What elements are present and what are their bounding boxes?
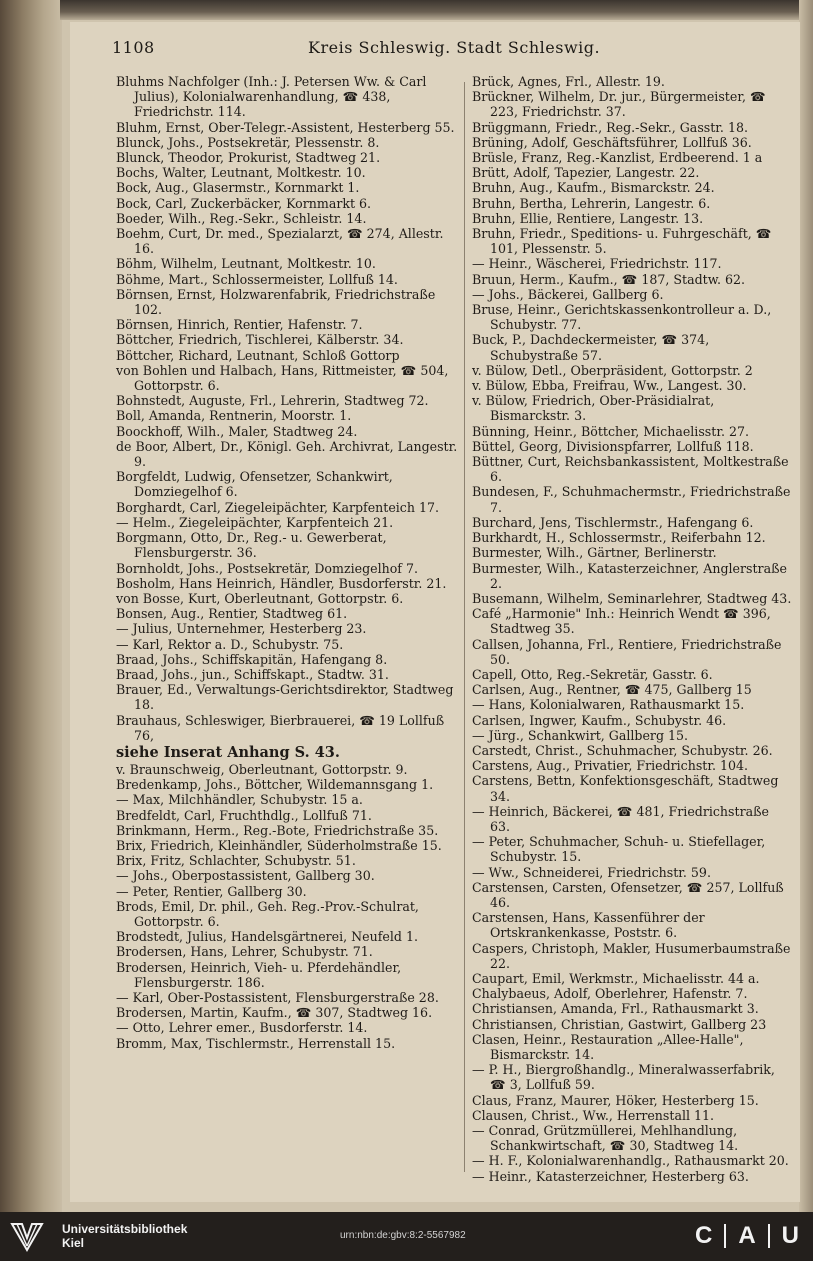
library-name-line1: Universitätsbibliothek: [62, 1222, 188, 1236]
column-divider: [464, 82, 465, 1172]
urn-identifier: urn:nbn:de:gbv:8:2-5567982: [340, 1230, 466, 1241]
library-name[interactable]: [62, 1222, 187, 1250]
directory-entry: Chalybaeus, Adolf, Oberlehrer, Hafenstr. 7.: [472, 986, 748, 1002]
directory-entry: Carlsen, Aug., Rentner, ☎ 475, Gallberg 15: [472, 682, 752, 698]
directory-entry: Börnsen, Ernst, Holzwarenfabrik, Friedrichstraße 102.: [116, 286, 436, 318]
directory-entry: Carlsen, Ingwer, Kaufm., Schubystr. 46.: [472, 712, 727, 728]
directory-entry: Boll, Amanda, Rentnerin, Moorstr. 1.: [116, 408, 352, 424]
directory-entry: Carstensen, Carsten, Ofensetzer, ☎ 257, Lollfuß 46.: [472, 879, 784, 910]
directory-entry: Bock, Aug., Glasermstr., Kornmarkt 1.: [116, 180, 360, 196]
directory-entry: Brodersen, Hans, Lehrer, Schubystr. 71.: [116, 944, 373, 960]
directory-entry: Brütt, Adolf, Tapezier, Langestr. 22.: [472, 165, 700, 181]
directory-entry: Brauer, Ed., Verwaltungs-Gerichtsdirektor, Stadtweg 18.: [116, 682, 454, 713]
cau-logo-separator: [768, 1224, 770, 1248]
directory-entry: Burmester, Wilh., Katasterzeichner, Anglerstraße 2.: [472, 560, 787, 591]
directory-entry: v. Bülow, Detl., Oberpräsident, Gottorpstr. 2: [472, 362, 753, 378]
directory-entry: Borgmann, Otto, Dr., Reg.- u. Gewerberat, Flensburgerstr. 36.: [116, 530, 387, 561]
directory-entry: Brodersen, Martin, Kaufm., ☎ 307, Stadtweg 16.: [116, 1005, 433, 1021]
page-number: 1108: [112, 38, 155, 57]
left-column: [116, 74, 458, 1051]
directory-entry: — Max, Milchhändler, Schubystr. 15 a.: [116, 792, 363, 808]
directory-entry: Braad, Johs., Schiffskapitän, Hafengang 8.: [116, 651, 388, 667]
directory-entry: de Boor, Albert, Dr., Königl. Geh. Archivrat, Langestr. 9.: [116, 438, 458, 470]
directory-entry: Brüsle, Franz, Reg.-Kanzlist, Erdbeerend. 1 a: [472, 150, 763, 166]
cau-logo[interactable]: [695, 1220, 799, 1252]
directory-entry: Carstens, Aug., Privatier, Friedrichstr. 104.: [472, 758, 749, 774]
directory-entry: Boehm, Curt, Dr. med., Spezialarzt, ☎ 274, Allestr. 16.: [116, 226, 444, 257]
directory-entry: Braad, Johs., jun., Schiffskapt., Stadtw. 31.: [116, 666, 389, 682]
directory-entry: Börnsen, Hinrich, Rentier, Hafenstr. 7.: [116, 317, 363, 333]
directory-entry: siehe Inserat Anhang S. 43.: [116, 743, 340, 761]
directory-entry: Böttcher, Friedrich, Tischlerei, Kälberstr. 34.: [116, 332, 404, 348]
directory-entry: Bluhm, Ernst, Ober-Telegr.-Assistent, Hesterberg 55.: [116, 119, 455, 135]
directory-entry: Brückner, Wilhelm, Dr. jur., Bürgermeister, ☎ 223, Friedrichstr. 37.: [472, 89, 766, 120]
directory-entry: Bredfeldt, Carl, Fruchthdlg., Lollfuß 71.: [116, 807, 372, 823]
directory-entry: Böhm, Wilhelm, Leutnant, Moltkestr. 10.: [116, 256, 376, 272]
directory-entry: Carstens, Bettn, Konfektionsgeschäft, Stadtweg 34.: [472, 773, 779, 804]
directory-entry: Capell, Otto, Reg.-Sekretär, Gasstr. 6.: [472, 666, 713, 682]
directory-entry: Brauhaus, Schleswiger, Bierbrauerei, ☎ 19 Lollfuß 76,: [116, 712, 445, 743]
directory-entry: Boeder, Wilh., Reg.-Sekr., Schleistr. 14.: [116, 210, 367, 226]
directory-entry: — Heinrich, Bäckerei, ☎ 481, Friedrichstraße 63.: [472, 803, 769, 834]
directory-entry: — Otto, Lehrer emer., Busdorferstr. 14.: [116, 1020, 368, 1036]
cau-logo-u: U: [781, 1222, 799, 1249]
page-top-edge: [60, 0, 813, 20]
directory-entry: Bruhn, Bertha, Lehrerin, Langestr. 6.: [472, 195, 711, 211]
directory-entry: Burkhardt, H., Schlossermstr., Reiferbahn 12.: [472, 530, 766, 546]
directory-entry: Bruhn, Friedr., Speditions- u. Fuhrgeschäft, ☎ 101, Plessenstr. 5.: [472, 226, 772, 257]
directory-entry: Brix, Fritz, Schlachter, Schubystr. 51.: [116, 853, 356, 869]
right-column: [472, 74, 792, 1184]
directory-entry: Christiansen, Christian, Gastwirt, Gallberg 23: [472, 1016, 767, 1032]
directory-entry: Claus, Franz, Maurer, Höker, Hesterberg 15.: [472, 1092, 759, 1108]
directory-entry: — Hans, Kolonialwaren, Rathausmarkt 15.: [472, 697, 745, 713]
directory-entry: — Julius, Unternehmer, Hesterberg 23.: [116, 621, 367, 637]
directory-entry: — Heinr., Katasterzeichner, Hesterberg 63.: [472, 1168, 749, 1184]
directory-entry: — Karl, Rektor a. D., Schubystr. 75.: [116, 636, 344, 652]
page-header: [112, 38, 780, 66]
directory-entry: Bochs, Walter, Leutnant, Moltkestr. 10.: [116, 165, 366, 181]
directory-entry: — Peter, Rentier, Gallberg 30.: [116, 883, 307, 899]
directory-entry: Bruun, Herm., Kaufm., ☎ 187, Stadtw. 62.: [472, 271, 746, 287]
directory-entry: Bosholm, Hans Heinrich, Händler, Busdorferstr. 21.: [116, 575, 447, 591]
book-binding: [0, 0, 62, 1212]
directory-entry: Caupart, Emil, Werkmstr., Michaelisstr. 44 a.: [472, 970, 760, 986]
directory-entry: Bruhn, Aug., Kaufm., Bismarckstr. 24.: [472, 180, 715, 196]
directory-entry: — Conrad, Grützmüllerei, Mehlhandlung, Schankwirtschaft, ☎ 30, Stadtweg 14.: [472, 1123, 739, 1154]
directory-entry: Burchard, Jens, Tischlermstr., Hafengang 6.: [472, 514, 754, 530]
directory-entry: Blunck, Johs., Postsekretär, Plessenstr. 8.: [116, 134, 380, 150]
directory-entry: Brück, Agnes, Frl., Allestr. 19.: [472, 74, 665, 89]
directory-entry: v. Bülow, Ebba, Freifrau, Ww., Langest. 30.: [472, 378, 747, 394]
directory-entry: Brix, Friedrich, Kleinhändler, Süderholmstraße 15.: [116, 837, 442, 853]
directory-entry: Böttcher, Richard, Leutnant, Schloß Gottorp: [116, 347, 400, 363]
directory-entry: Busemann, Wilhelm, Seminarlehrer, Stadtweg 43.: [472, 590, 792, 606]
directory-entry: Blunck, Theodor, Prokurist, Stadtweg 21.: [116, 150, 381, 166]
directory-entry: Carstensen, Hans, Kassenführer der Ortskrankenkasse, Poststr. 6.: [472, 910, 705, 941]
directory-entry: — Johs., Oberpostassistent, Gallberg 30.: [116, 868, 375, 884]
directory-entry: Carstedt, Christ., Schuhmacher, Schubystr. 26.: [472, 742, 773, 758]
viewer-footer: [0, 1212, 813, 1261]
directory-entry: von Bosse, Kurt, Oberleutnant, Gottorpstr. 6.: [116, 590, 404, 606]
directory-entry: — H. F., Kolonialwarenhandlg., Rathausmarkt 20.: [472, 1153, 789, 1169]
directory-page: [70, 22, 800, 1202]
directory-entry: Bromm, Max, Tischlermstr., Herrenstall 15.: [116, 1035, 396, 1051]
directory-entry: Bundesen, F., Schuhmachermstr., Friedrichstraße 7.: [472, 484, 791, 515]
directory-entry: — Ww., Schneiderei, Friedrichstr. 59.: [472, 864, 711, 880]
directory-entry: Clausen, Christ., Ww., Herrenstall 11.: [472, 1107, 715, 1123]
directory-entry: Caspers, Christoph, Makler, Husumerbaumstraße 22.: [472, 940, 791, 971]
directory-entry: Burmester, Wilh., Gärtner, Berlinerstr.: [472, 545, 717, 561]
directory-entry: Bruse, Heinr., Gerichtskassenkontrolleur a. D., Schubystr. 77.: [472, 302, 772, 333]
directory-entry: — Jürg., Schankwirt, Gallberg 15.: [472, 727, 689, 743]
directory-entry: Bock, Carl, Zuckerbäcker, Kornmarkt 6.: [116, 195, 372, 211]
directory-entry: Buck, P., Dachdeckermeister, ☎ 374, Schubystraße 57.: [472, 332, 710, 363]
directory-entry: Brodersen, Heinrich, Vieh- u. Pferdehändler, Flensburgerstr. 186.: [116, 959, 402, 990]
directory-entry: — Heinr., Wäscherei, Friedrichstr. 117.: [472, 256, 722, 272]
directory-entry: Büttel, Georg, Divisionspfarrer, Lollfuß 118.: [472, 438, 754, 454]
directory-entry: Bornholdt, Johs., Postsekretär, Domziegelhof 7.: [116, 560, 418, 576]
library-logo-icon[interactable]: [10, 1222, 44, 1252]
directory-entry: Büttner, Curt, Reichsbankassistent, Moltkestraße 6.: [472, 454, 789, 485]
directory-entry: Borghardt, Carl, Ziegeleipächter, Karpfenteich 17.: [116, 499, 439, 515]
directory-entry: — P. H., Biergroßhandlg., Mineralwasserfabrik, ☎ 3, Lollfuß 59.: [472, 1062, 775, 1093]
directory-entry: — Johs., Bäckerei, Gallberg 6.: [472, 286, 664, 302]
cau-logo-c: C: [694, 1222, 713, 1249]
directory-entry: Clasen, Heinr., Restauration „Allee-Halle", Bismarckstr. 14.: [472, 1031, 744, 1062]
directory-entry: Brinkmann, Herm., Reg.-Bote, Friedrichstraße 35.: [116, 822, 439, 838]
page-right-edge: [799, 0, 813, 1212]
directory-entry: Brüning, Adolf, Geschäftsführer, Lollfuß 36.: [472, 134, 752, 150]
directory-entry: — Karl, Ober-Postassistent, Flensburgerstraße 28.: [116, 989, 439, 1005]
directory-entry: Bluhms Nachfolger (Inh.: J. Petersen Ww. & Carl Julius), Kolonialwarenhandlung, ☎ 438, Friedrichstr. 114.: [116, 74, 427, 120]
running-title: Kreis Schleswig. Stadt Schleswig.: [308, 38, 601, 57]
library-name-line2: Kiel: [62, 1236, 85, 1250]
directory-entry: Brods, Emil, Dr. phil., Geh. Reg.-Prov.-Schulrat, Gottorpstr. 6.: [116, 898, 419, 929]
cau-logo-separator: [724, 1224, 726, 1248]
directory-entry: Bohnstedt, Auguste, Frl., Lehrerin, Stadtweg 72.: [116, 393, 429, 409]
directory-entry: Christiansen, Amanda, Frl., Rathausmarkt 3.: [472, 1001, 759, 1017]
directory-entry: Café „Harmonie" Inh.: Heinrich Wendt ☎ 396, Stadtweg 35.: [472, 606, 771, 637]
directory-entry: Borgfeldt, Ludwig, Ofensetzer, Schankwirt, Domziegelhof 6.: [116, 469, 393, 500]
cau-logo-a: A: [738, 1222, 756, 1249]
directory-entry: Callsen, Johanna, Frl., Rentiere, Friedrichstraße 50.: [472, 636, 782, 667]
directory-entry: Böhme, Mart., Schlossermeister, Lollfuß 14.: [116, 271, 398, 287]
directory-entry: — Helm., Ziegeleipächter, Karpfenteich 21.: [116, 514, 394, 530]
directory-entry: Boockhoff, Wilh., Maler, Stadtweg 24.: [116, 423, 358, 439]
directory-entry: Brodstedt, Julius, Handelsgärtnerei, Neufeld 1.: [116, 929, 418, 945]
directory-entry: von Bohlen und Halbach, Hans, Rittmeister, ☎ 504, Gottorpstr. 6.: [116, 362, 449, 394]
directory-entry: Bünning, Heinr., Böttcher, Michaelisstr. 27.: [472, 423, 749, 439]
directory-entry: Bonsen, Aug., Rentier, Stadtweg 61.: [116, 606, 348, 622]
directory-entry: Brüggmann, Friedr., Reg.-Sekr., Gasstr. 18.: [472, 119, 748, 135]
directory-entry: v. Braunschweig, Oberleutnant, Gottorpstr. 9.: [116, 761, 408, 777]
directory-entry: v. Bülow, Friedrich, Ober-Präsidialrat, Bismarckstr. 3.: [472, 393, 715, 424]
directory-entry: — Peter, Schuhmacher, Schuh- u. Stiefellager, Schubystr. 15.: [472, 834, 766, 865]
directory-entry: Bredenkamp, Johs., Böttcher, Wildemannsgang 1.: [116, 777, 434, 793]
directory-entry: Bruhn, Ellie, Rentiere, Langestr. 13.: [472, 210, 704, 226]
